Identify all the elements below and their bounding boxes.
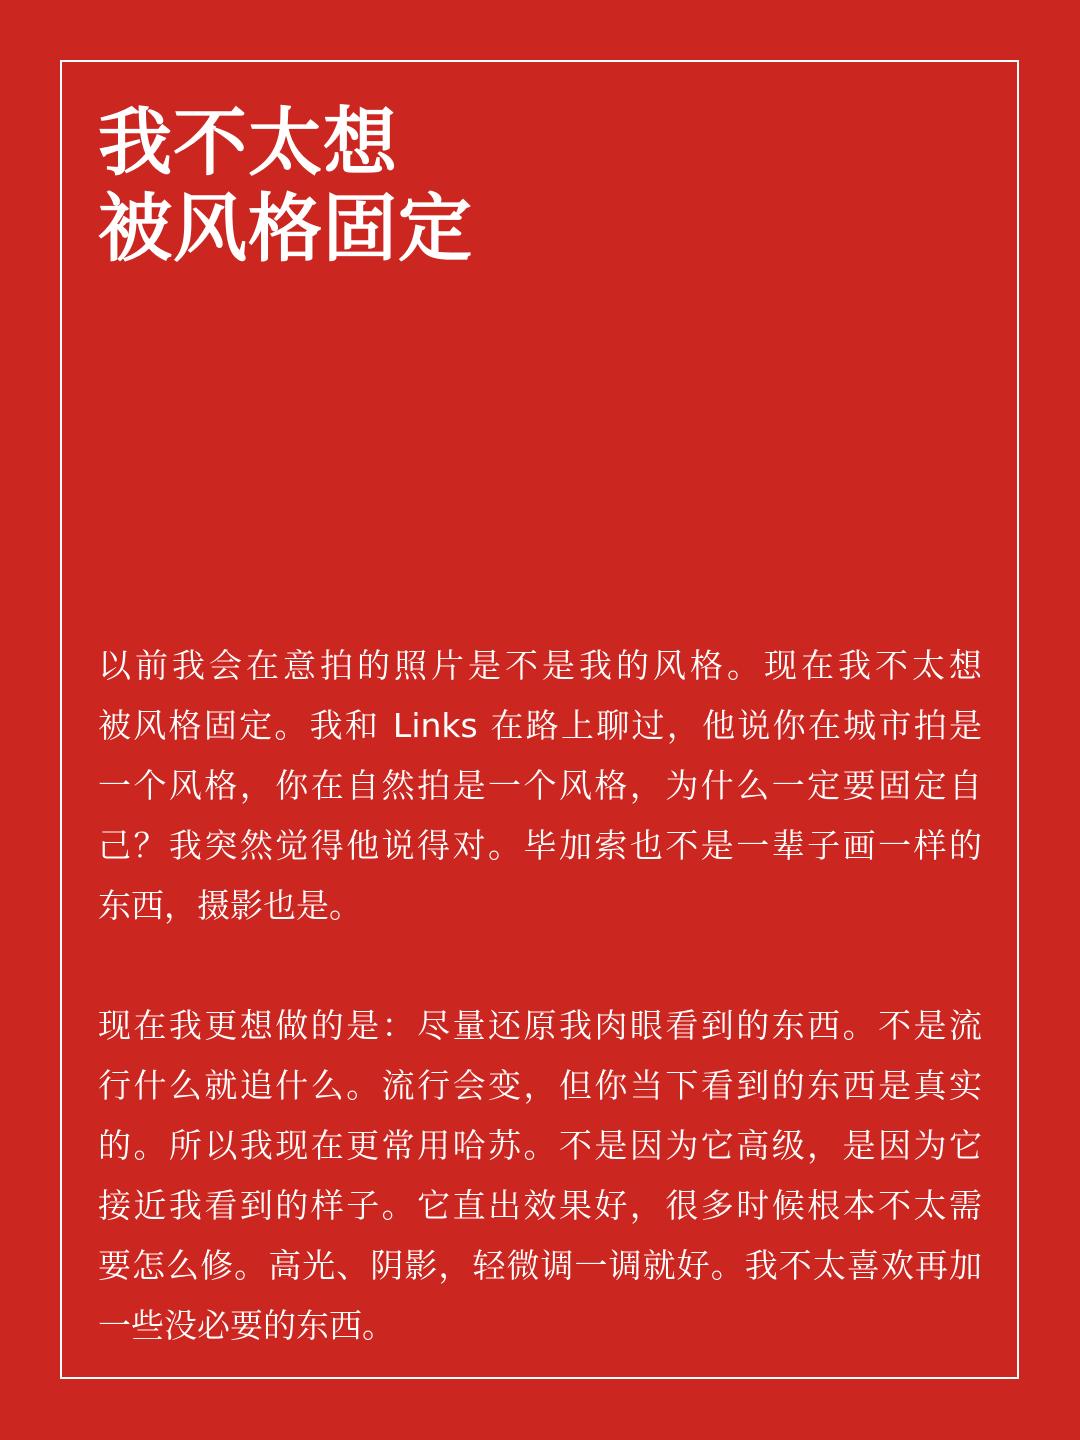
title-line: 我不太想 xyxy=(98,100,398,186)
paragraph-style-reflection xyxy=(98,636,982,936)
paragraph-line: 要怎么修。高光、阴影，轻微调一调就好。我不太喜欢再加 xyxy=(98,1246,982,1285)
paragraph-line: 东西，摄影也是。 xyxy=(98,886,362,925)
paragraph-line: 以前我会在意拍的照片是不是我的风格。现在我不太想 xyxy=(98,646,982,685)
page-title xyxy=(98,100,473,272)
paragraph-line: 的。所以我现在更常用哈苏。不是因为它高级，是因为它 xyxy=(98,1126,982,1165)
paragraph-line: 一个风格，你在自然拍是一个风格，为什么一定要固定自 xyxy=(98,766,982,805)
paragraph-line: 行什么就追什么。流行会变，但你当下看到的东西是真实 xyxy=(98,1066,982,1105)
paragraph-line: 接近我看到的样子。它直出效果好，很多时候根本不太需 xyxy=(98,1186,982,1225)
paragraph-line: 己？我突然觉得他说得对。毕加索也不是一辈子画一样的 xyxy=(98,826,982,865)
paragraph-current-approach xyxy=(98,996,982,1356)
title-line: 被风格固定 xyxy=(98,186,473,272)
paragraph-line: 一些没必要的东西。 xyxy=(98,1306,395,1345)
paragraph-line: 现在我更想做的是：尽量还原我肉眼看到的东西。不是流 xyxy=(98,1006,982,1045)
paragraph-line: 被风格固定。我和 Links 在路上聊过，他说你在城市拍是 xyxy=(98,706,982,745)
